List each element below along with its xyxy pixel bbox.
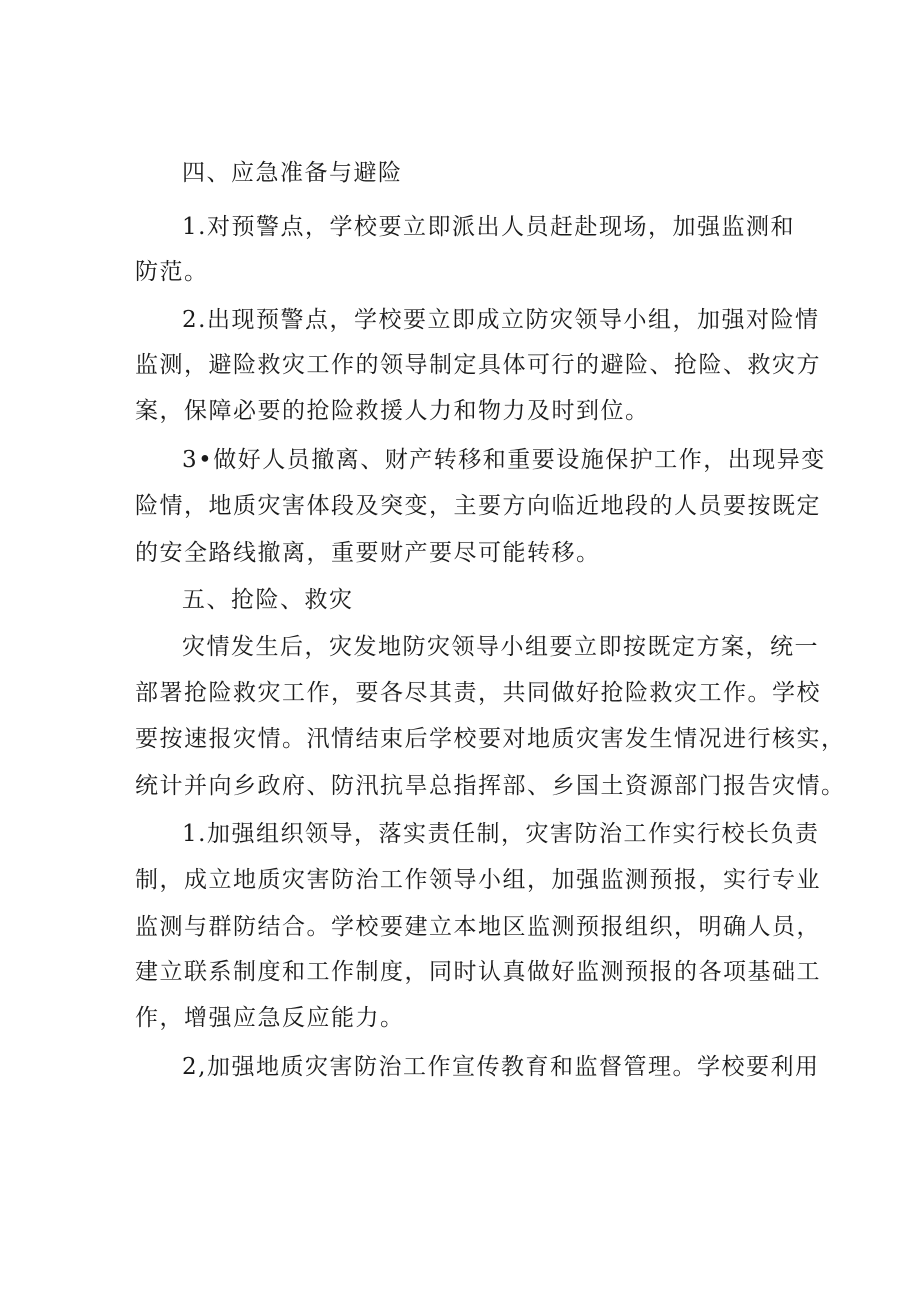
paragraph-line: 制，成立地质灾害防治工作领导小组，加强监测预报，实行专业 xyxy=(135,867,821,893)
section-heading-emergency-preparedness: 四、应急准备与避险 xyxy=(182,160,403,186)
paragraph-line: 1.对预警点，学校要立即派出人员赶赴现场，加强监测和 xyxy=(182,214,795,240)
paragraph-line: 2,加强地质灾害防治工作宣传教育和监督管理。学校要利用 xyxy=(182,1054,820,1080)
paragraph-line: 案，保障必要的抢险救援人力和物力及时到位。 xyxy=(135,398,650,424)
paragraph-line: 灾情发生后，灾发地防灾领导小组要立即按既定方案，统一 xyxy=(182,634,819,660)
paragraph-line: 部署抢险救灾工作，要各尽其责，共同做好抢险救灾工作。学校 xyxy=(135,680,821,706)
paragraph-line: 作，增强应急反应能力。 xyxy=(135,1005,405,1031)
paragraph-line: 监测与群防结合。学校要建立本地区监测预报组织，明确人员， xyxy=(135,914,821,940)
paragraph-line: 3•做好人员撤离、财产转移和重要设施保护工作，出现异变 xyxy=(182,447,826,473)
paragraph-line: 要按速报灾情。汛情结束后学校要对地质灾害发生情况进行核实， xyxy=(135,726,846,752)
paragraph-line: 2.出现预警点，学校要立即成立防灾领导小组，加强对险情 xyxy=(182,307,820,333)
paragraph-line: 险情，地质灾害体段及突变，主要方向临近地段的人员要按既定 xyxy=(135,493,821,519)
paragraph-line: 建立联系制度和工作制度，同时认真做好监测预报的各项基础工 xyxy=(135,959,821,985)
paragraph-line: 的安全路线撤离，重要财产要尽可能转移。 xyxy=(135,540,601,566)
paragraph-line: 统计并向乡政府、防汛抗旱总指挥部、乡国土资源部门报告灾情。 xyxy=(135,773,846,799)
paragraph-line: 监测，避险救灾工作的领导制定具体可行的避险、抢险、救灾方 xyxy=(135,352,821,378)
paragraph-line: 防范。 xyxy=(135,259,209,285)
section-heading-rescue: 五、抢险、救灾 xyxy=(182,587,354,613)
paragraph-line: 1.加强组织领导，落实责任制，灾害防治工作实行校长负责 xyxy=(182,821,820,847)
